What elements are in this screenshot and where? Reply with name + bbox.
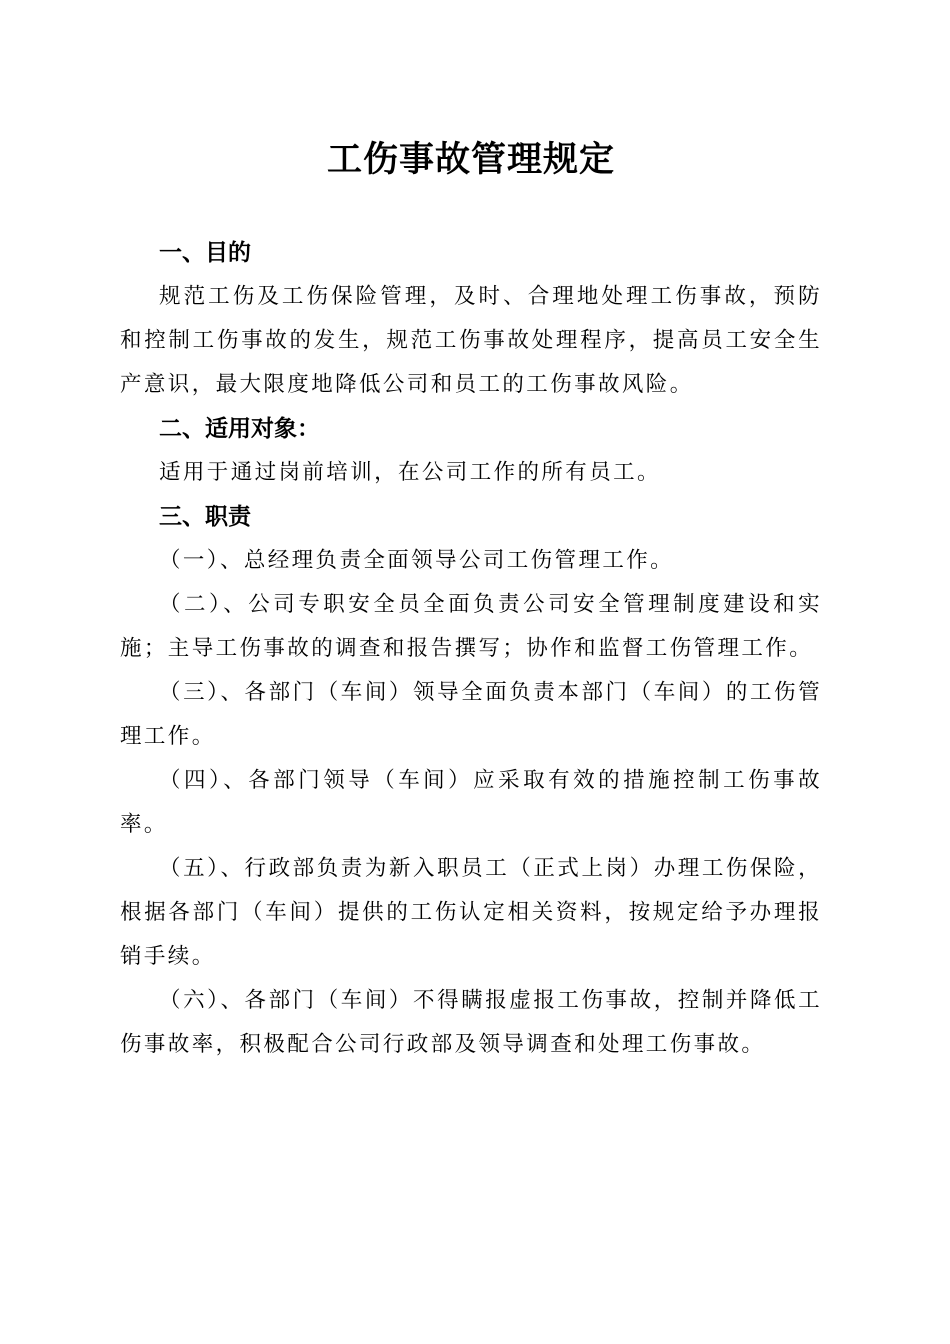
responsibility-item-4: （四）、各部门领导（车间）应采取有效的措施控制工伤事故率。: [120, 768, 822, 837]
responsibility-item-1: （一）、总经理负责全面领导公司工伤管理工作。: [159, 548, 675, 573]
responsibility-item-3: （三）、各部门（车间）领导全面负责本部门（车间）的工伤管理工作。: [120, 680, 822, 749]
section-heading-purpose: 一、目的: [159, 240, 251, 266]
document-body: [120, 231, 822, 1067]
section-heading-scope: 二、适用对象：: [159, 416, 320, 442]
scope-paragraph: 适用于通过岗前培训，在公司工作的所有员工。: [159, 460, 661, 485]
responsibility-item-5: （五）、行政部负责为新入职员工（正式上岗）办理工伤保险，根据各部门（车间）提供的工伤认定相关资料，按规定给予办理报销手续。: [120, 856, 822, 969]
document-title: 工伤事故管理规定: [326, 139, 615, 180]
purpose-paragraph: 规范工伤及工伤保险管理，及时、合理地处理工伤事故，预防和控制工伤事故的发生，规范工伤事故处理程序，提高员工安全生产意识，最大限度地降低公司和员工的工伤事故风险。: [120, 284, 822, 397]
section-heading-responsibilities: 三、职责: [159, 504, 251, 530]
responsibility-item-2: （二）、公司专职安全员全面负责公司安全管理制度建设和实施；主导工伤事故的调查和报告撰写；协作和监督工伤管理工作。: [120, 592, 822, 661]
responsibility-item-6: （六）、各部门（车间）不得瞒报虚报工伤事故，控制并降低工伤事故率，积极配合公司行政部及领导调查和处理工伤事故。: [120, 988, 822, 1057]
